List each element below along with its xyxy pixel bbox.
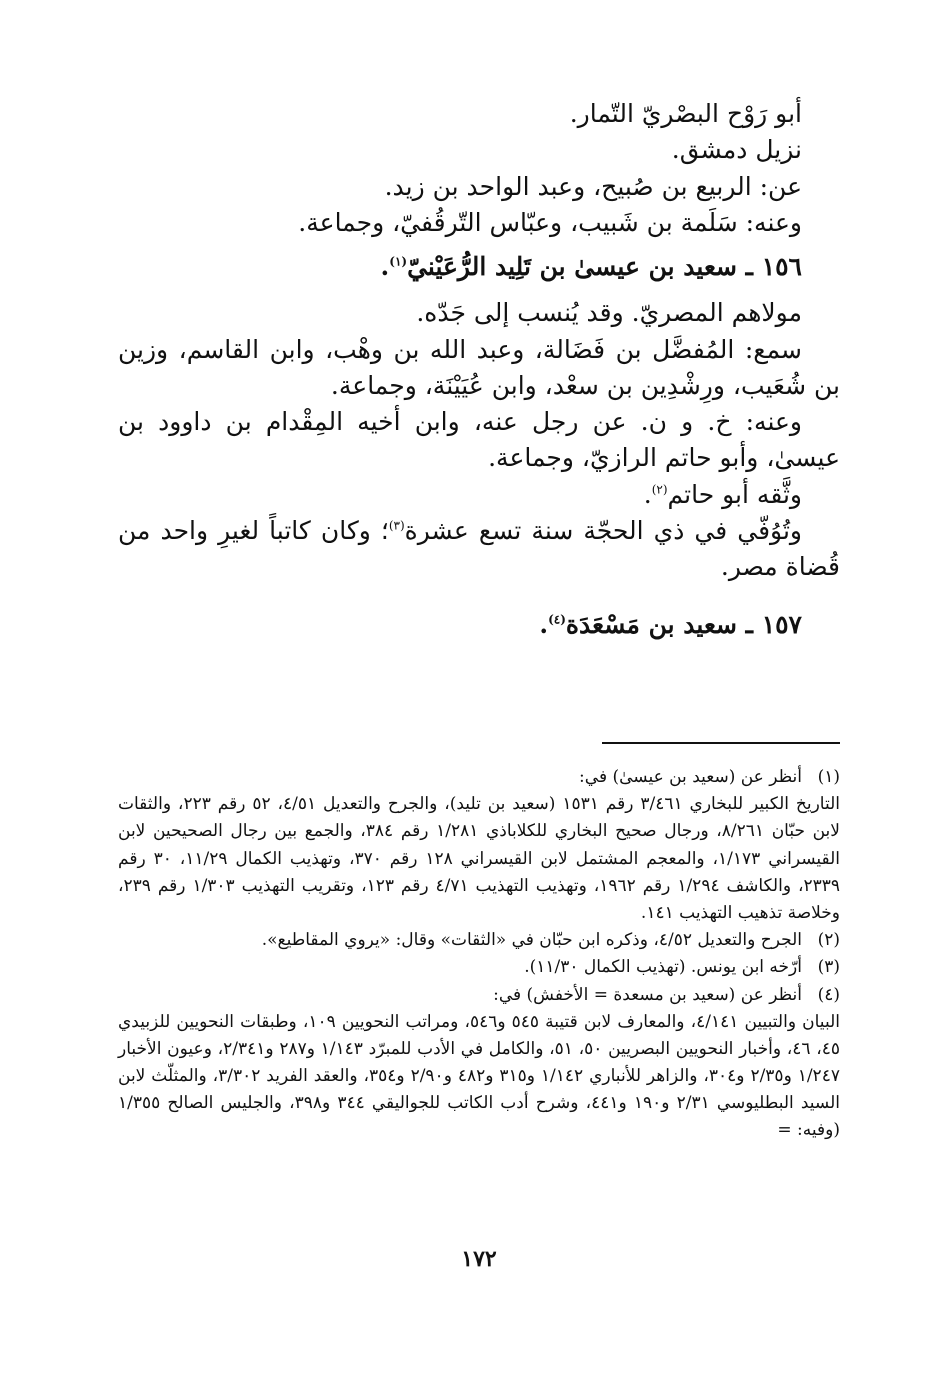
footnote-2 bbox=[118, 927, 840, 954]
footnote-detail: التاريخ الكبير للبخاري ٣/٤٦١ رقم ١٥٣١ (سعيد بن تليد)، والجرح والتعديل ٤/٥١، ٥٢ رقم ٢٢٣، والثقات لابن حبّان ٨/٢٦١، ورجال صحيح البخاري للكلاباذي ١/٢٨١ رقم ٣٨٤، والجمع بين رجال الصحيحين لابن القيسراني ١/١٧٣، والمعجم المشتمل لابن القيسراني ١٢٨ رقم ٣٧٠، وتهذيب الكمال ١١/٢٩، ٣٠ رقم ٢٣٣٩، والكاشف ١/٢٩٤ رقم ١٩٦٢، وتهذيب التهذيب ٤/٧١ رقم ١٢٣، وتقريب التهذيب ١/٣٠٣ رقم ٢٣٩، وخلاصة تذهيب التهذيب ١٤١. bbox=[118, 794, 841, 923]
text-line: وعنه: سَلَمة بن شَبيب، وعبّاس التّرقُفيّ، وجماعة. bbox=[298, 207, 802, 237]
tuwuffi-text-a: وتُوُفّي في ذي الحجّة سنة تسع عشرة bbox=[404, 515, 802, 545]
entry-156-title: ١٥٦ ـ سعيد بن عيسىٰ بن تَلِيد الرُّعَيْنيّ bbox=[407, 252, 802, 281]
thiqa-end: . bbox=[643, 479, 652, 509]
footnote-number: (١) bbox=[817, 767, 840, 787]
entry-157-title-end: . bbox=[539, 610, 549, 640]
footnote-body bbox=[118, 927, 802, 954]
footnote-lead: أنظر عن (سعيد بن مسعدة = الأخفش) في: bbox=[493, 984, 802, 1005]
footnote-3 bbox=[118, 954, 840, 981]
footnote-body bbox=[118, 982, 840, 1145]
entry-157-heading bbox=[118, 607, 840, 643]
footnote-lead: أنظر عن (سعيد بن عيسىٰ) في: bbox=[579, 767, 802, 787]
main-text bbox=[118, 96, 840, 644]
page-number: ١٧٢ bbox=[461, 1246, 497, 1272]
footnote-ref-4: (٤) bbox=[548, 612, 566, 627]
anhu-text: وعنه: خ. و ن. عن رجل عنه، وابن أخيه المِقْدام بن داوود بن عيسىٰ، وأبو حاتم الرازيّ، وجماعة. bbox=[118, 407, 840, 473]
footnote-separator bbox=[602, 742, 840, 744]
text-line: نزيل دمشق. bbox=[671, 135, 802, 165]
footnote-number: (٢) bbox=[817, 930, 840, 951]
text-line: مولاهم المصريّ. وقد يُنسب إلى جَدّه. bbox=[416, 298, 802, 328]
book-page bbox=[118, 96, 840, 1296]
thiqa-text: وثَّقه أبو حاتم bbox=[667, 479, 802, 509]
footnote-ref-1: (١) bbox=[389, 254, 408, 269]
tuwuffi-text-b: ؛ وكان كاتباً لغيرِ واحد من قُضاة مصر. bbox=[118, 515, 840, 581]
tuwuffi-paragraph bbox=[118, 513, 840, 586]
footnote-number: (٤) bbox=[817, 984, 840, 1005]
footnote-body bbox=[118, 764, 841, 927]
footnotes bbox=[118, 764, 840, 1145]
text-line: أبو رَوْح البصْريّ التّمار. bbox=[569, 99, 802, 128]
entry-156-heading bbox=[118, 249, 840, 285]
footnote-lead: الجرح والتعديل ٤/٥٢، وذكره ابن حبّان في «الثقات» وقال: «يروي المقاطيع». bbox=[261, 930, 802, 951]
anhu-paragraph bbox=[118, 404, 840, 477]
entry-157-title: ١٥٧ ـ سعيد بن مَسْعَدَة bbox=[565, 610, 802, 640]
text-line: عن: الربيع بن صُبيح، وعبد الواحد بن زيد. bbox=[384, 171, 802, 201]
entry-156-title-end: . bbox=[380, 252, 390, 281]
footnote-lead: أرّخه ابن يونس. (تهذيب الكمال ١١/٣٠). bbox=[524, 957, 802, 978]
sami-text: سمع: المُفضَّل بن فَضَالة، وعبد الله بن وهْب، وابن القاسم، وزين بن شُعَيب، ورِشْدِين بن سعْد، وابن عُيَيْنَة، وجماعة. bbox=[118, 334, 840, 400]
footnote-ref-2: (٢) bbox=[651, 482, 668, 497]
footnote-number: (٣) bbox=[817, 957, 840, 978]
sami-paragraph bbox=[118, 332, 840, 405]
footnote-ref-3: (٣) bbox=[388, 518, 405, 533]
thiqa-paragraph bbox=[118, 477, 840, 513]
footnote-1 bbox=[118, 764, 840, 927]
footnote-body bbox=[118, 954, 802, 981]
footnote-detail: البيان والتبيين ٤/١٤١، والمعارف لابن قتيبة ٥٤٥ و٥٤٦، ومراتب النحويين ١٠٩، وطبقات النحويين للزبيدي ٤٥، ٤٦، وأخبار النحويين البصريين ٥٠، ٥١، والكامل في الأدب للمبرّد ١/١٤٣ و٢٨٧ و٢/٣٤١، وعيون الأخبار ١/٢٤٧ و٢/٣٥ و٣٠٤، والزاهر للأنباري ١/١٤٢ و٣١٥ و٤٨٢ و٢/٩٠ و٣٥٤، والعقد الفريد ٣/٣٠٢، والمثلّث لابن السيد البطليوسي ٢/٣١ و١٩٠ و٤٤١، وشرح أدب الكاتب للجواليقي ٣٤٤ و٣٩٨، والجليس الصالح ١/٣٥٥ (وفيه: = bbox=[118, 1011, 840, 1141]
footnote-4 bbox=[118, 982, 840, 1145]
